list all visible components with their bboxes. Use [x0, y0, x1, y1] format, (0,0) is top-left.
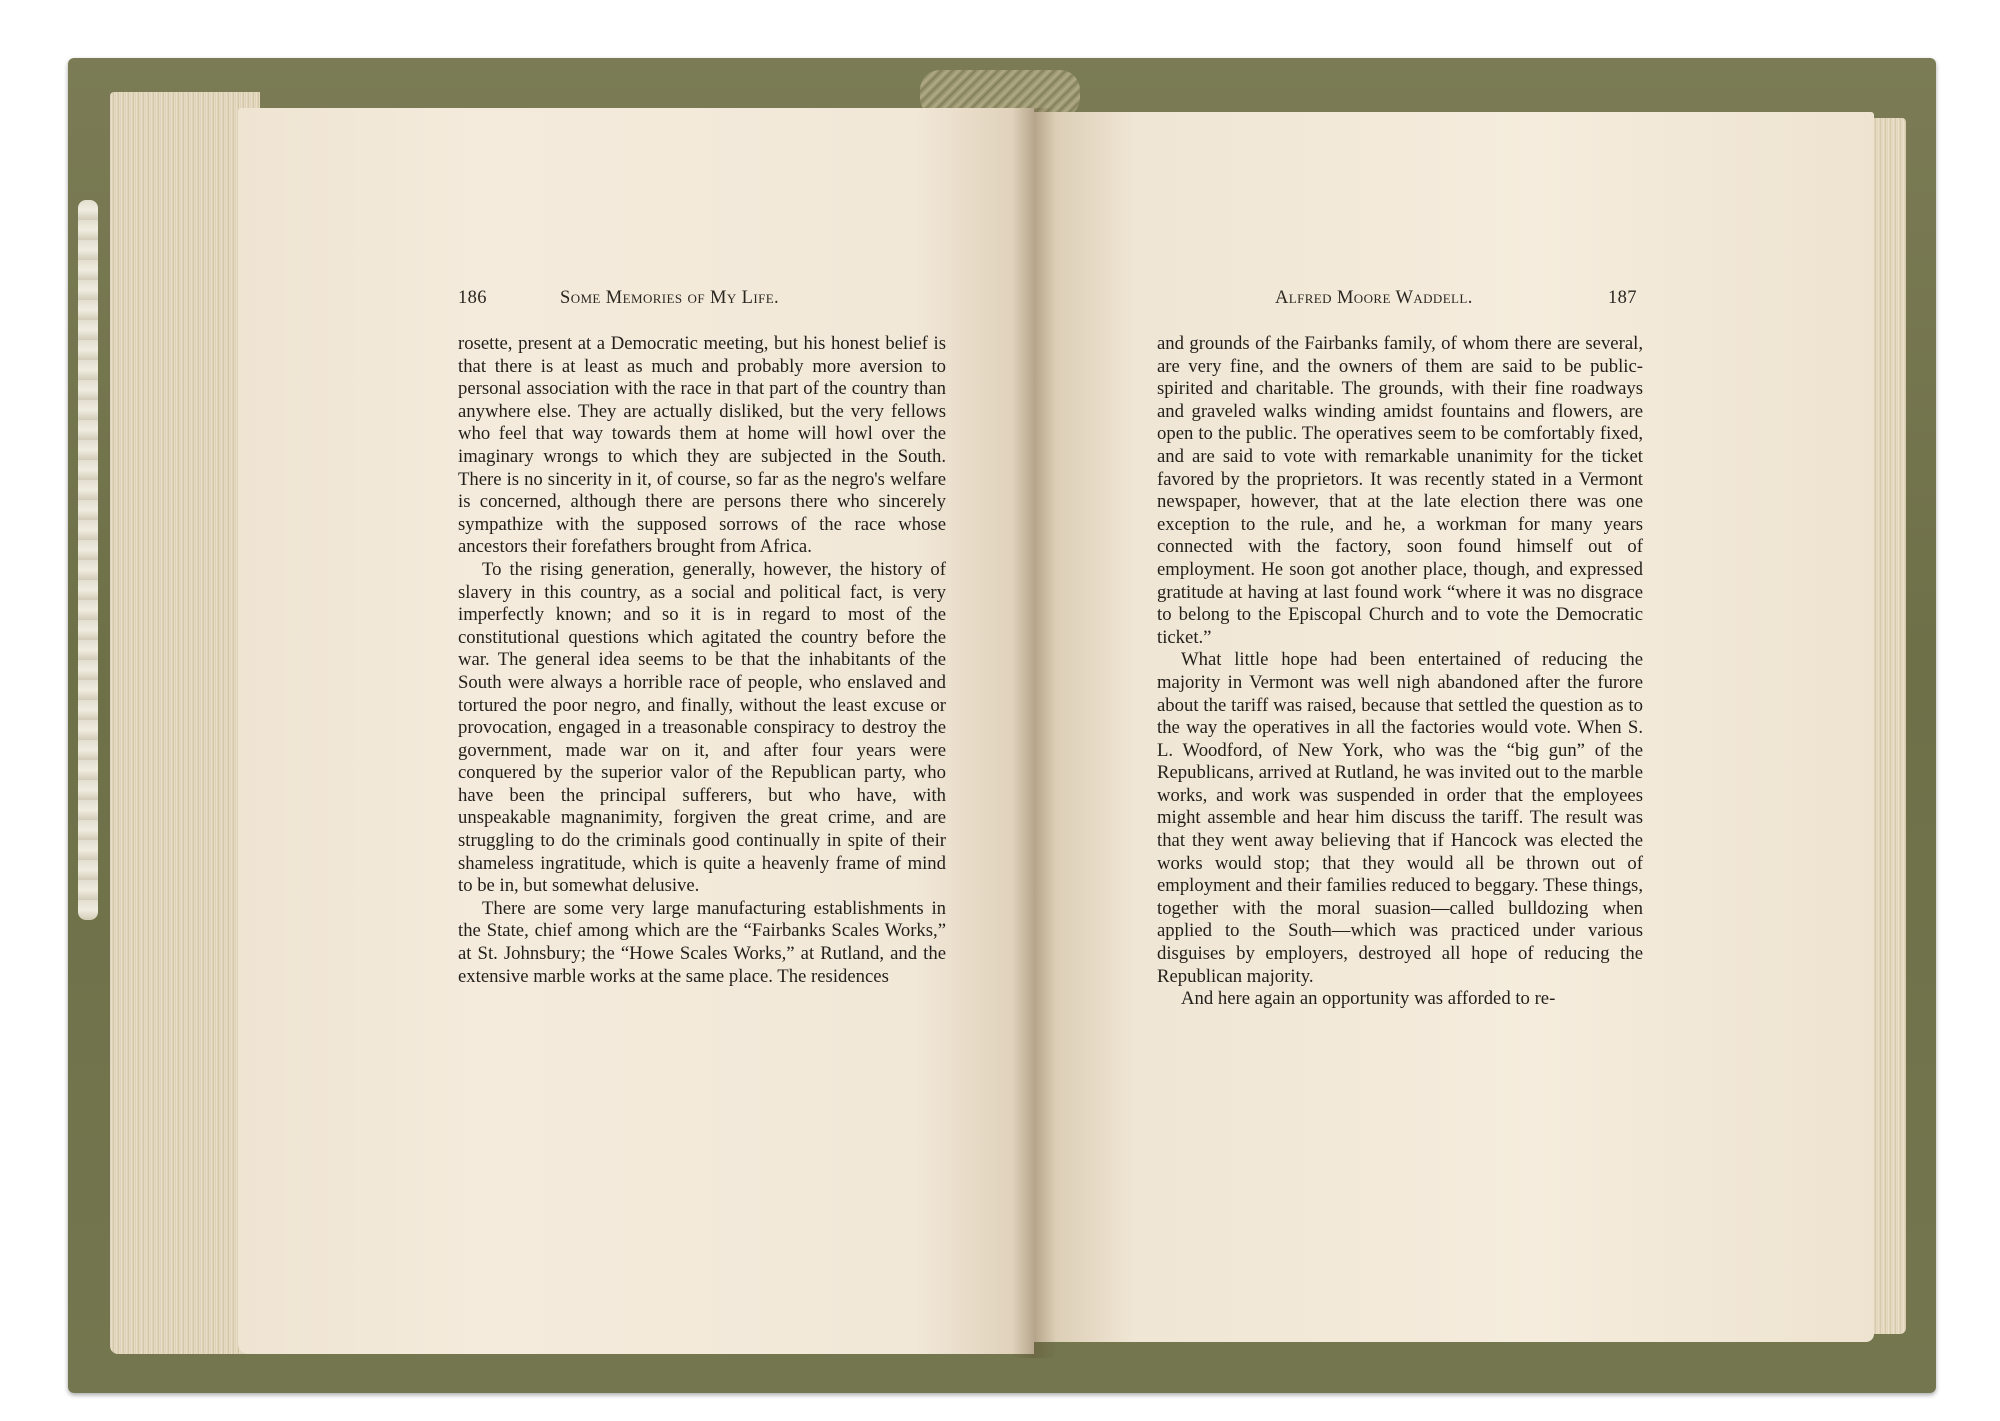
right-running-title: Alfred Moore Waddell.	[1275, 288, 1473, 308]
paragraph: And here again an opportunity was afforded to re-	[1181, 988, 1556, 1010]
paragraph: rosette, present at a Democratic meeting, but his honest belief is that there is at least as much and probably more aversion to personal association with the race in that part of the country than anywhere else. They are actually disliked, but the very fellows who feel that way towards them at home will howl over the imaginary wrongs to which they are subjected in the South. There is no sincerity in it, of course, so far as the negro's welfare is concerned, although there are persons there who sincerely sympathize with the supposed sorrows of the race whose ancestors their forefathers brought from Africa.	[458, 333, 946, 558]
left-page-number: 186	[458, 288, 487, 308]
paragraph: There are some very large manufacturing establishments in the State, chief among which are the “Fairbanks Scales Works,” at St. Johnsbury; the “Howe Scales Works,” at Rutland, and the extensive marble works at the same place. The residences	[458, 897, 946, 987]
paragraph: and grounds of the Fairbanks family, of whom there are several, are very fine, and the owners of them are said to be public-spirited and charitable. The grounds, with their fine roadways and graveled walks winding amidst fountains and flowers, are open to the public. The operatives seem to be comfortably fixed, and are said to vote with remarkable unanimity for the ticket favored by the proprietors. It was recently stated in a Vermont newspaper, however, that at the late election there was one exception to the rule, and he, a workman for many years connected with the factory, soon found himself out of employment. He soon got another place, though, and expressed gratitude at having at last found work “where it was no disgrace to belong to the Episcopal Church and to vote the Democratic ticket.”	[1157, 333, 1643, 648]
paragraph: What little hope had been entertained of reducing the majority in Vermont was well nigh abandoned after the furore about the tariff was raised, because that settled the question as to the way the operatives in all the factories would vote. When S. L. Woodford, of New York, who was the “big gun” of the Republicans, arrived at Rutland, he was invited out to the marble works, and work was suspended in order that the employees might assemble and hear him discuss the tariff. The result was that they went away believing that if Hancock was elected the works would stop; that they would all be thrown out of employment and their families reduced to beggary. These things, together with the moral suasion—called bulldozing when applied to the South—which was practiced under various disguises by employers, destroyed all hope of reducing the Republican majority.	[1157, 649, 1643, 987]
right-page-number: 187	[1608, 288, 1637, 308]
book-gutter	[1012, 108, 1056, 1358]
left-running-title: Some Memories of My Life.	[560, 288, 780, 308]
bookmark-ribbon	[78, 200, 98, 920]
left-page-body	[458, 333, 946, 988]
paragraph: To the rising generation, generally, however, the history of slavery in this country, as a social and political fact, is very imperfectly known; and so it is in regard to most of the constitutional questions which agitated the country before the war. The general idea seems to be that the inhabitants of the South were always a horrible race of people, who enslaved and tortured the poor negro, and finally, without the least excuse or provocation, engaged in a treasonable conspiracy to destroy the government, made war on it, and after four years were conquered by the superior valor of the Republican party, who have been the principal sufferers, but who have, with unspeakable magnanimity, forgiven the great crime, and are struggling to do the criminals good continually in spite of their shameless ingratitude, which is quite a heavenly frame of mind to be in, but somewhat delusive.	[458, 558, 946, 897]
right-page-body	[1157, 333, 1643, 1011]
